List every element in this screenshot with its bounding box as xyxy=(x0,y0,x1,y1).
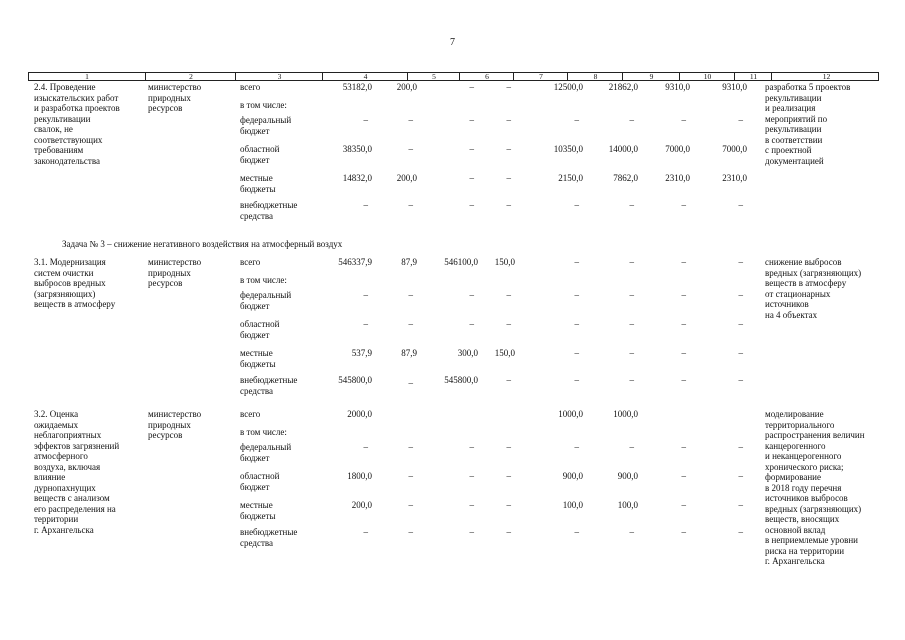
executor: министерство природных ресурсов xyxy=(148,409,202,440)
funding-value: – xyxy=(506,115,511,125)
funding-value: – xyxy=(681,319,686,329)
funding-value: 1000,0 xyxy=(558,409,583,419)
funding-value: 2310,0 xyxy=(665,173,690,183)
funding-value: 545800,0 xyxy=(444,375,478,385)
page-number: 7 xyxy=(450,37,455,48)
expected-result: снижение выбросов вредных (загрязняющих) веществ в атмосферу от стационарных источников на 4 объектах xyxy=(765,257,862,320)
activity-name: 3.2. Оценка ожидаемых неблагоприятных эффектов загрязнений атмосферного воздуха, включая влияние дурнопахнущих веществ с анализом его распределения на территории г. Архангельска xyxy=(34,409,120,535)
funding-value: – xyxy=(506,82,511,92)
funding-value: – xyxy=(408,290,413,300)
funding-value: – xyxy=(629,200,634,210)
funding-value: – xyxy=(506,527,511,537)
funding-value: 2000,0 xyxy=(347,409,372,419)
funding-source: федеральный бюджет xyxy=(240,442,292,463)
funding-value: – xyxy=(506,144,511,154)
funding-value: 2150,0 xyxy=(558,173,583,183)
funding-value: 9310,0 xyxy=(722,82,747,92)
funding-value: – xyxy=(506,200,511,210)
funding-value: – xyxy=(506,442,511,452)
funding-value: – xyxy=(738,200,743,210)
funding-value: 546100,0 xyxy=(444,257,478,267)
funding-source: внебюджетные средства xyxy=(240,375,298,396)
funding-source: федеральный бюджет xyxy=(240,290,292,311)
funding-value: – xyxy=(408,319,413,329)
funding-value: – xyxy=(408,527,413,537)
funding-value: – xyxy=(681,257,686,267)
funding-value: – xyxy=(469,290,474,300)
funding-value: – xyxy=(469,82,474,92)
task-title: Задача № 3 – снижение негативного воздействия на атмосферный воздух xyxy=(62,239,343,249)
funding-source: в том числе: xyxy=(240,275,287,285)
column-header-4: 4 xyxy=(322,72,408,81)
funding-value: 150,0 xyxy=(494,257,515,267)
funding-value: – xyxy=(738,500,743,510)
funding-value: 53182,0 xyxy=(342,82,372,92)
funding-value: – xyxy=(408,144,413,154)
column-header-9: 9 xyxy=(622,72,680,81)
funding-value: 100,0 xyxy=(617,500,638,510)
funding-source: областной бюджет xyxy=(240,471,280,492)
funding-value: 7862,0 xyxy=(613,173,638,183)
funding-source: местные бюджеты xyxy=(240,500,276,521)
funding-value: – xyxy=(408,115,413,125)
funding-value: – xyxy=(469,500,474,510)
funding-value: – xyxy=(469,319,474,329)
funding-value: 200,0 xyxy=(396,82,417,92)
funding-value: – xyxy=(738,115,743,125)
funding-value: – xyxy=(506,290,511,300)
funding-value: – xyxy=(506,500,511,510)
funding-value: – xyxy=(363,200,368,210)
funding-value: – xyxy=(574,442,579,452)
funding-value: 12500,0 xyxy=(553,82,583,92)
funding-value: – xyxy=(681,471,686,481)
expected-result: моделирование территориального распространения величин канцерогенного и неканцерогенного хронического риска; формирование в 2018 году перечня источников выбросов вредных (загрязняющих) веществ, вносящих основной вклад в неприемлемые уровни риска на территории г. Архангельска xyxy=(765,409,865,566)
funding-value: – xyxy=(574,290,579,300)
funding-value: – xyxy=(738,348,743,358)
funding-value: 38350,0 xyxy=(342,144,372,154)
funding-value: – xyxy=(469,144,474,154)
funding-source: всего xyxy=(240,257,261,267)
funding-source: в том числе: xyxy=(240,100,287,110)
funding-value: 300,0 xyxy=(457,348,478,358)
funding-value: – xyxy=(681,375,686,385)
funding-value: – xyxy=(363,115,368,125)
column-header-12: 12 xyxy=(771,72,881,81)
funding-value: – xyxy=(574,319,579,329)
funding-value: – xyxy=(629,257,634,267)
expected-result: разработка 5 проектов рекультивации и реализация мероприятий по рекультивации в соответствии с проектной документацией xyxy=(765,82,851,166)
funding-value: 2310,0 xyxy=(722,173,747,183)
funding-value: – xyxy=(506,471,511,481)
column-header-11: 11 xyxy=(734,72,772,81)
funding-value: 150,0 xyxy=(494,348,515,358)
funding-value: – xyxy=(469,173,474,183)
funding-value: 14000,0 xyxy=(608,144,638,154)
funding-value: 14832,0 xyxy=(342,173,372,183)
funding-value: 7000,0 xyxy=(722,144,747,154)
funding-source: местные бюджеты xyxy=(240,348,276,369)
funding-value: – xyxy=(574,527,579,537)
funding-value: – xyxy=(469,442,474,452)
funding-value: 537,9 xyxy=(351,348,372,358)
funding-source: областной бюджет xyxy=(240,144,280,165)
funding-value: – xyxy=(629,115,634,125)
funding-value: – xyxy=(408,200,413,210)
funding-value: 87,9 xyxy=(401,348,417,358)
activity-name: 2.4. Проведение изыскательских работ и разработка проектов рекультивации свалок, не соответствующих требованиям законодательства xyxy=(34,82,120,166)
funding-value: – xyxy=(506,173,511,183)
funding-value: – xyxy=(681,500,686,510)
column-header-6: 6 xyxy=(459,72,514,81)
funding-value: – xyxy=(629,290,634,300)
funding-value: – xyxy=(738,442,743,452)
funding-value: – xyxy=(738,257,743,267)
funding-value: 7000,0 xyxy=(665,144,690,154)
funding-source: всего xyxy=(240,82,261,92)
funding-value: – xyxy=(629,442,634,452)
funding-value: – xyxy=(681,290,686,300)
funding-value: 1000,0 xyxy=(613,409,638,419)
funding-source: местные бюджеты xyxy=(240,173,276,194)
funding-source: внебюджетные средства xyxy=(240,200,298,221)
funding-value: – xyxy=(574,375,579,385)
column-header-2: 2 xyxy=(145,72,236,81)
funding-value: – xyxy=(363,319,368,329)
funding-value: – xyxy=(469,527,474,537)
funding-value: – xyxy=(629,348,634,358)
funding-value: – xyxy=(469,115,474,125)
funding-value: 100,0 xyxy=(562,500,583,510)
funding-value: 546337,9 xyxy=(338,257,372,267)
column-header-10: 10 xyxy=(679,72,735,81)
funding-source: федеральный бюджет xyxy=(240,115,292,136)
funding-value: 200,0 xyxy=(351,500,372,510)
executor: министерство природных ресурсов xyxy=(148,257,202,288)
funding-value: – xyxy=(574,348,579,358)
funding-value: 9310,0 xyxy=(665,82,690,92)
column-header-row xyxy=(28,72,879,81)
funding-value: – xyxy=(363,442,368,452)
funding-value: – xyxy=(469,471,474,481)
funding-value: – xyxy=(738,527,743,537)
executor: министерство природных ресурсов xyxy=(148,82,202,113)
funding-value: – xyxy=(574,257,579,267)
column-header-3: 3 xyxy=(235,72,323,81)
funding-value: 87,9 xyxy=(401,257,417,267)
funding-source: областной бюджет xyxy=(240,319,280,340)
funding-value: – xyxy=(506,319,511,329)
funding-value: – xyxy=(629,319,634,329)
column-header-1: 1 xyxy=(85,72,89,81)
funding-value: – xyxy=(574,200,579,210)
funding-value: – xyxy=(681,527,686,537)
funding-source: в том числе: xyxy=(240,427,287,437)
column-header-5: 5 xyxy=(407,72,460,81)
funding-value: 900,0 xyxy=(617,471,638,481)
funding-value: – xyxy=(681,442,686,452)
funding-value: – xyxy=(738,319,743,329)
funding-value: – xyxy=(408,442,413,452)
funding-value: – xyxy=(506,375,511,385)
funding-value: _ xyxy=(408,375,413,385)
funding-source: внебюджетные средства xyxy=(240,527,298,548)
activity-name: 3.1. Модернизация систем очистки выбросов вредных (загрязняющих) веществ в атмосферу xyxy=(34,257,116,309)
funding-value: 21862,0 xyxy=(608,82,638,92)
funding-value: – xyxy=(681,115,686,125)
funding-value: – xyxy=(629,527,634,537)
funding-value: – xyxy=(738,375,743,385)
column-header-7: 7 xyxy=(513,72,568,81)
funding-value: – xyxy=(738,290,743,300)
funding-value: 1800,0 xyxy=(347,471,372,481)
column-header-8: 8 xyxy=(567,72,623,81)
funding-value: 10350,0 xyxy=(553,144,583,154)
funding-value: – xyxy=(574,115,579,125)
funding-value: – xyxy=(681,348,686,358)
funding-value: – xyxy=(681,200,686,210)
funding-source: всего xyxy=(240,409,261,419)
funding-value: – xyxy=(469,200,474,210)
funding-value: 545800,0 xyxy=(338,375,372,385)
funding-value: – xyxy=(629,375,634,385)
funding-value: – xyxy=(408,500,413,510)
funding-value: 900,0 xyxy=(562,471,583,481)
funding-value: – xyxy=(363,290,368,300)
funding-value: 200,0 xyxy=(396,173,417,183)
funding-value: – xyxy=(408,471,413,481)
funding-value: – xyxy=(363,527,368,537)
funding-value: – xyxy=(738,471,743,481)
